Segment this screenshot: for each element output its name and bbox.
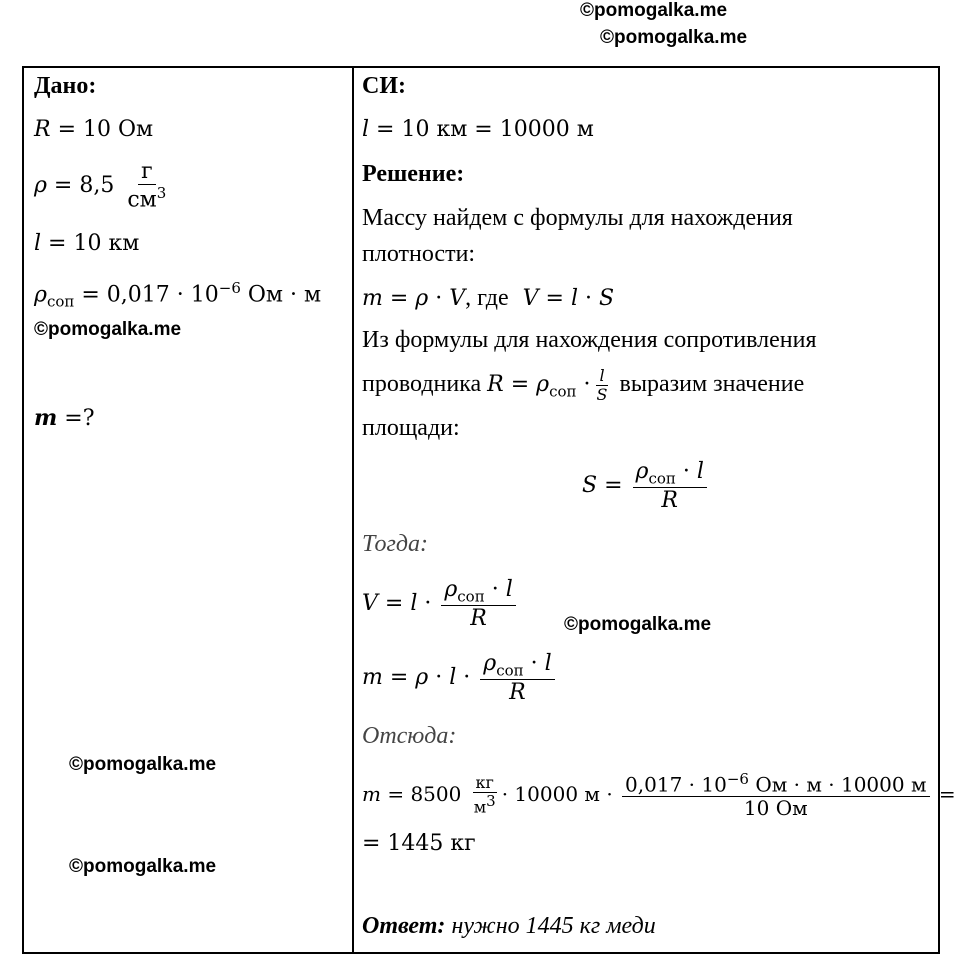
formula-calculation: m = 8500 $\frac{кг}{м^3}$ · 10000 м · $\frac{0,017 \cdot 10^{-6} Ом \cdot м \cdot 10000 м}{10 Ом}$ = [362,769,956,821]
solution-text-2d: площади: [362,415,460,441]
solution-then: Тогда: [362,531,428,557]
formula-volume: V = l · $\frac{\rho_{соп} \cdot l}{R}$ [362,574,519,634]
solution-text-1a: Массу найдем с формулы для нахождения [362,205,793,231]
given-R: R = 10 Ом [34,117,154,142]
solution-hence: Отсюда: [362,723,457,749]
column-divider [352,68,354,952]
formula-mass-full: m = ρ · l · $\frac{\rho_{соп} \cdot l}{R}$ [362,648,558,708]
watermark-left-3: ©pomogalka.me [69,856,217,877]
si-l: l = 10 км = 10000 м [362,117,594,142]
given-rho: ρ = 8,5 $\frac{г}{см^3}$ [34,159,167,213]
watermark-right: ©pomogalka.me [564,614,712,635]
watermark-left-1: ©pomogalka.me [34,319,182,340]
solution-text-2b: проводника $R = \rho_{соп}$ · $\frac{l}{S}$ выразим значение [362,365,805,404]
solution-table [22,66,956,954]
solution-text-1b: плотности: [362,241,476,267]
given-title: Дано: [34,73,97,99]
watermark-top-2: ©pomogalka.me [600,27,748,48]
watermark-left-2: ©pomogalka.me [69,754,217,775]
si-title: СИ: [362,73,406,99]
given-rho-sop: $\rho_{соп} = 0,017 \cdot 10^{-6}$ Ом · м [34,279,322,311]
given-find: m =? [34,405,95,431]
given-l: l = 10 км [34,231,140,256]
calculation-result: = 1445 кг [362,831,476,856]
answer: Ответ: нужно 1445 кг меди [362,913,656,939]
solution-text-2a: Из формулы для нахождения сопротивления [362,327,817,353]
formula-mass: m = ρ · V, где V = l · S [362,285,615,311]
solution-title: Решение: [362,161,465,187]
watermark-top-1: ©pomogalka.me [580,0,728,21]
formula-area: S = $\frac{\rho_{соп} \cdot l}{R}$ [582,456,710,516]
